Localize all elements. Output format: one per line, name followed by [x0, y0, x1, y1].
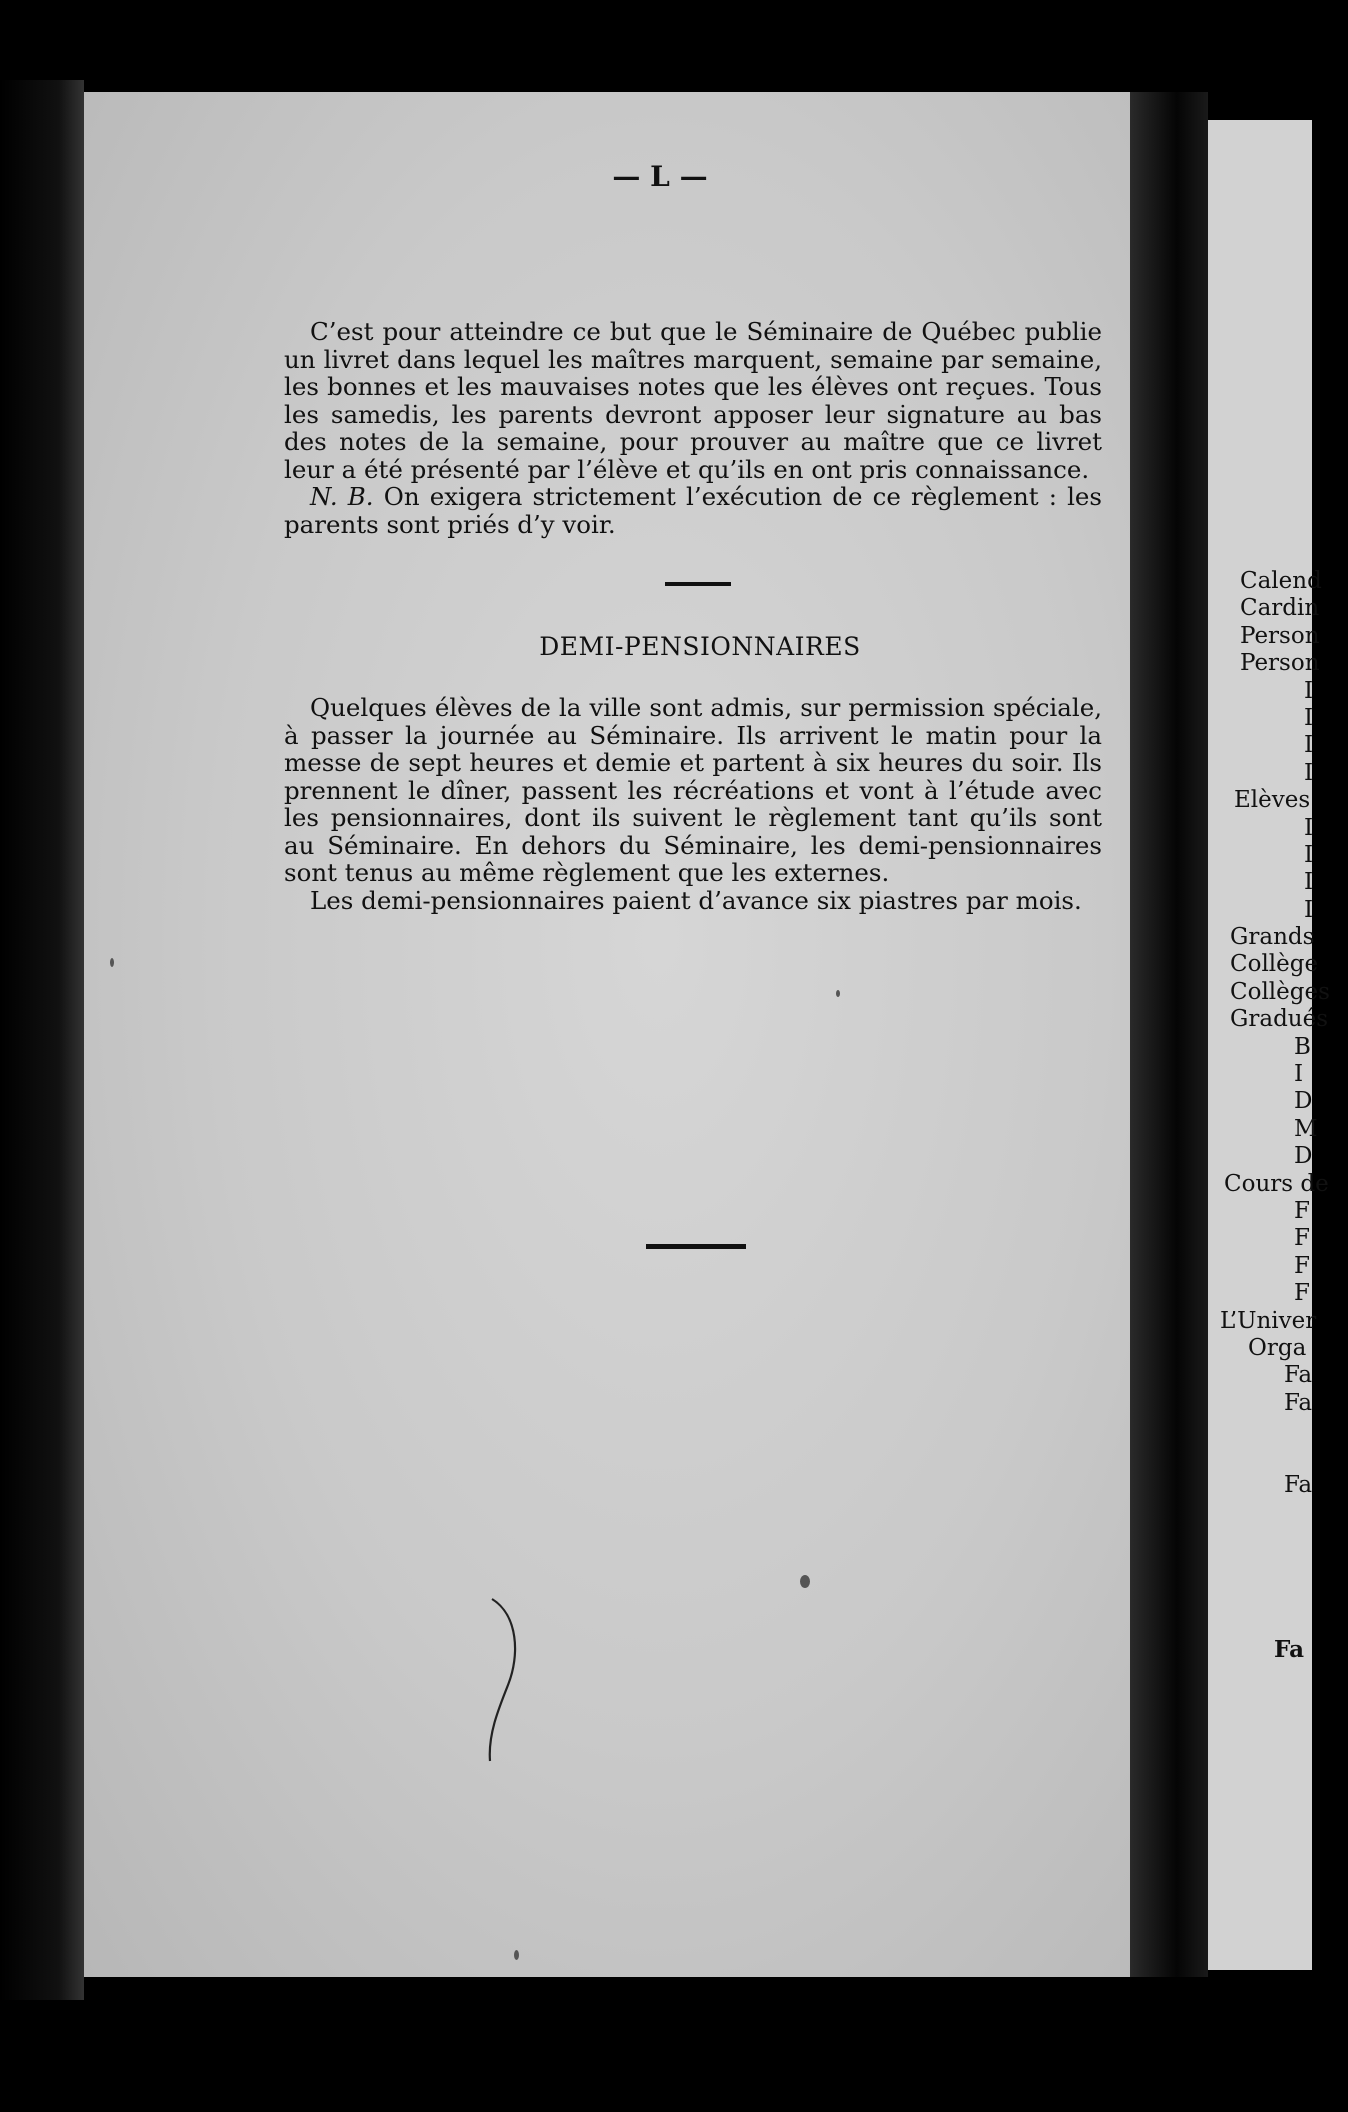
- index-entry: Person: [1240, 650, 1320, 677]
- paragraph-booklet: C’est pour atteindre ce but que le Séminaire de Québec publie un livret dans lequel les maîtres marquent, semaine par semaine, les bonnes et les mauvaises notes que les élèves ont reçues. Tous les samedis, les parents devront apposer leur signature au bas des notes de la semaine, pour prouver au maître que ce livret leur a été présenté par l’élève et qu’ils en ont pris connaissance.: [284, 317, 1102, 484]
- nb-text: On exigera strictement l’exécution de ce règlement : les parents sont priés d’y voir.: [284, 482, 1102, 539]
- index-entry: I: [1304, 896, 1314, 923]
- nb-label: N. B.: [310, 482, 374, 511]
- index-entry: D: [1294, 1143, 1313, 1170]
- text-block-seminary-booklet: [284, 318, 1102, 538]
- section-divider-short: [665, 582, 731, 586]
- index-entry: Person: [1240, 622, 1320, 649]
- book-gutter: [1130, 92, 1208, 1977]
- index-entry: I: [1304, 841, 1314, 868]
- text-block-half-boarders: [284, 694, 1102, 914]
- index-entry: I: [1304, 704, 1314, 731]
- index-entry: Collèges: [1230, 978, 1330, 1005]
- adjacent-page-index: [1208, 568, 1348, 1664]
- index-entry: Gradués: [1230, 1006, 1329, 1033]
- index-entry: [1208, 1554, 1348, 1581]
- index-entry: Cardin: [1240, 595, 1320, 622]
- index-entry: D: [1294, 1088, 1313, 1115]
- index-entry: Cours de: [1224, 1170, 1329, 1197]
- index-entry: F: [1294, 1197, 1310, 1224]
- index-entry: Calend: [1240, 568, 1322, 594]
- section-heading: DEMI-PENSIONNAIRES: [539, 632, 861, 661]
- index-entry: Collège: [1230, 951, 1319, 978]
- index-entry: Grands: [1230, 924, 1315, 951]
- index-entry: [1208, 1609, 1348, 1636]
- index-entry: F: [1294, 1252, 1310, 1279]
- ink-speck: [514, 1950, 519, 1960]
- index-entry: I: [1304, 677, 1314, 704]
- index-entry: Orga: [1248, 1334, 1307, 1361]
- end-divider: [646, 1244, 746, 1249]
- paragraph-fees: Les demi-pensionnaires paient d’avance six piastres par mois.: [310, 885, 1082, 915]
- index-entry: Elèves: [1234, 787, 1311, 814]
- index-entry: [1208, 1445, 1348, 1472]
- index-entry: [1208, 1417, 1348, 1444]
- index-entry: F: [1294, 1225, 1310, 1252]
- paragraph-half-boarders: Quelques élèves de la ville sont admis, sur permission spéciale, à passer la journée au Séminaire. Ils arrivent le matin pour la messe de sept heures et demie et partent à six heures du soir. Ils prennent le dîner, passent les récréations et vont à l’étude avec les pensionnaires, dont ils suivent le règlement tant qu’ils sont au Séminaire. En dehors du Séminaire, les demi-pensionnaires sont tenus au même règlement que les externes.: [284, 693, 1102, 887]
- paragraph-nb: [284, 483, 1102, 538]
- index-entry: I: [1304, 814, 1314, 841]
- index-entry: Fa: [1284, 1389, 1313, 1416]
- index-entry: Fa: [1284, 1362, 1313, 1389]
- index-entry: B: [1294, 1033, 1311, 1060]
- index-entry: [1208, 1527, 1348, 1554]
- index-entry: I: [1304, 759, 1314, 786]
- index-entry: I: [1294, 1061, 1304, 1088]
- index-entry: I: [1304, 732, 1314, 759]
- index-entry: L’Univer: [1220, 1307, 1317, 1334]
- index-entry: F: [1294, 1280, 1310, 1307]
- ink-speck: [110, 958, 114, 967]
- ink-speck: [836, 990, 840, 997]
- adjacent-page: [1208, 120, 1330, 1970]
- index-entry: [1208, 1499, 1348, 1526]
- ink-speck: [800, 1575, 810, 1588]
- page-folio: — L —: [612, 160, 708, 193]
- index-entry: Fa: [1274, 1636, 1304, 1664]
- index-entry: [1208, 1581, 1348, 1608]
- index-entry: I: [1304, 869, 1314, 896]
- index-entry: Fa: [1284, 1471, 1313, 1498]
- pen-mark-stroke: [478, 1595, 538, 1765]
- index-entry: M: [1294, 1115, 1318, 1142]
- book-left-edge: [0, 80, 84, 2000]
